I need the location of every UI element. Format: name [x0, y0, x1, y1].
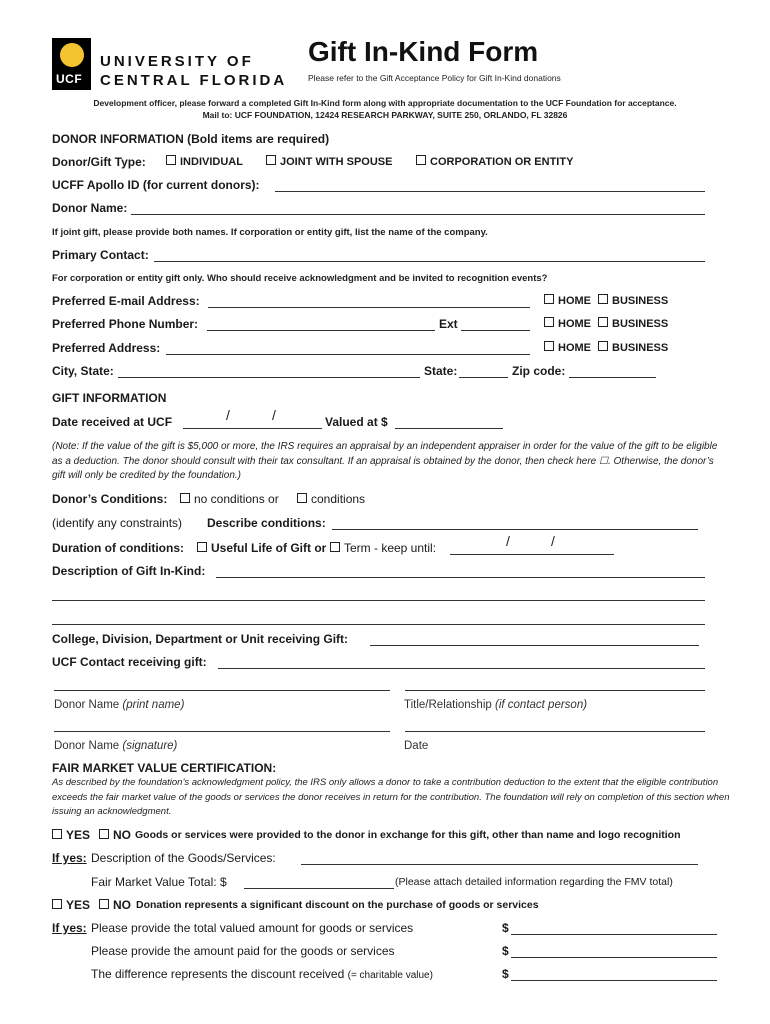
primary-contact-label: Primary Contact: [52, 248, 149, 262]
term-option[interactable]: Term - keep until: [330, 541, 436, 555]
difference-label: The difference represents the discount received (= charitable value) [91, 967, 433, 981]
term-date-field[interactable] [450, 554, 614, 555]
donor-name-field[interactable] [131, 214, 705, 215]
date-slash: / [506, 533, 510, 549]
zip-field[interactable] [569, 377, 656, 378]
form-title: Gift In-Kind Form [308, 36, 539, 67]
email-label: Preferred E-mail Address: [52, 294, 200, 308]
q1-text: Goods or services were provided to the donor in exchange for this gift, other than name and logo recognition [135, 829, 681, 841]
apollo-id-label: UCFF Apollo ID (for current donors): [52, 178, 260, 192]
print-name-field[interactable] [54, 690, 390, 691]
date-label: Date [404, 740, 429, 752]
donor-conditions-label: Donor’s Conditions: [52, 492, 168, 506]
description-field-line2[interactable] [52, 600, 705, 601]
form-subtitle: Please refer to the Gift Acceptance Policy for Gift In-Kind donations [308, 73, 561, 83]
ext-field[interactable] [461, 330, 530, 331]
date-slash: / [226, 407, 230, 423]
total-valued-field[interactable] [511, 934, 717, 935]
college-label: College, Division, Department or Unit receiving Gift: [52, 632, 349, 646]
primary-contact-field[interactable] [154, 261, 705, 262]
mail-address: Mail to: UCF FOUNDATION, 12424 RESEARCH PARKWAY, SUITE 250, ORLANDO, FL 32826 [202, 110, 568, 120]
goods-description-label: Description of the Goods/Services: [91, 851, 276, 865]
if-yes-label: If yes: [52, 921, 87, 935]
phone-home-option[interactable]: HOME [544, 317, 591, 330]
phone-business-option[interactable]: BUSINESS [598, 317, 668, 330]
state-label: State: [424, 364, 458, 378]
ucf-contact-label: UCF Contact receiving gift: [52, 655, 207, 669]
address-field[interactable] [166, 354, 530, 355]
email-business-option[interactable]: BUSINESS [598, 294, 668, 307]
description-field-line3[interactable] [52, 624, 705, 625]
amount-paid-field[interactable] [511, 957, 717, 958]
useful-life-option[interactable]: Useful Life of Gift or [197, 541, 326, 555]
fmv-note: As described by the foundation’s acknowledgment policy, the IRS only allows a donor to take a contribution deduction to the extent that the eligible contribution exceeds the fair market value of the goods or services the donor receives in return for the contribution. The foundation will rely on completion of this section when issuing an acknowledgment. [52, 777, 730, 817]
joint-option[interactable]: JOINT WITH SPOUSE [266, 155, 392, 168]
identify-constraints-label: (identify any constraints) [52, 516, 183, 530]
state-field[interactable] [459, 377, 508, 378]
fmv-total-field[interactable] [244, 888, 394, 889]
corporation-option[interactable]: CORPORATION OR ENTITY [416, 155, 573, 168]
checkbox-icon[interactable] [297, 493, 307, 503]
ucf-logo [52, 38, 91, 90]
date-slash: / [551, 533, 555, 549]
signature-label: Donor Name (signature) [54, 740, 178, 752]
date-slash: / [272, 407, 276, 423]
date-received-label: Date received at UCF [52, 415, 173, 429]
checkbox-icon[interactable] [180, 493, 190, 503]
difference-field[interactable] [511, 980, 717, 981]
checkbox-icon[interactable] [544, 294, 554, 304]
title-relationship-label: Title/Relationship (if contact person) [404, 699, 588, 711]
phone-label: Preferred Phone Number: [52, 317, 199, 331]
ext-label: Ext [439, 317, 458, 331]
dollar-sign: $ [502, 944, 509, 958]
city-label: City, State: [52, 364, 114, 378]
logo-text: UCF [56, 72, 83, 86]
duration-label: Duration of conditions: [52, 541, 184, 555]
university-name-line1: UNIVERSITY OF [100, 53, 254, 70]
checkbox-icon[interactable] [99, 899, 109, 909]
appraisal-note: (Note: If the value of the gift is $5,000 or more, the IRS requires an appraisal by an independent appraiser in order for the value of the gift to be eligible as a deduction. The donor should consult with their tax consultant. If an appraisal is obtained by the donor, then check here ☐. Otherwise, the donor’s gift will only be credited by the foundation.) [52, 441, 718, 481]
college-field[interactable] [370, 645, 699, 646]
gift-section-heading: GIFT INFORMATION [52, 391, 167, 405]
fmv-attach-note: (Please attach detailed information regarding the FMV total) [395, 876, 673, 888]
checkbox-icon[interactable] [52, 829, 62, 839]
describe-conditions-field[interactable] [332, 529, 698, 530]
checkbox-icon[interactable] [598, 294, 608, 304]
print-name-label: Donor Name (print name) [54, 699, 185, 711]
signature-field[interactable] [54, 731, 390, 732]
address-business-option[interactable]: BUSINESS [598, 341, 668, 354]
address-home-option[interactable]: HOME [544, 341, 591, 354]
checkbox-icon[interactable] [544, 341, 554, 351]
fmv-total-label: Fair Market Value Total: $ [91, 875, 227, 889]
q1-yes-option[interactable]: YES [52, 828, 90, 842]
checkbox-icon[interactable] [99, 829, 109, 839]
city-field[interactable] [118, 377, 420, 378]
dev-instructions: Development officer, please forward a completed Gift In-Kind form along with appropriate documentation to the UCF Foundation for acceptance. [93, 98, 677, 108]
goods-description-field[interactable] [301, 864, 698, 865]
ucf-contact-field[interactable] [218, 668, 705, 669]
if-yes-label: If yes: [52, 851, 87, 865]
q1-no-option[interactable]: NO [99, 828, 131, 842]
dollar-sign: $ [502, 967, 509, 981]
fmv-section-heading: FAIR MARKET VALUE CERTIFICATION: [52, 761, 277, 775]
valued-at-field[interactable] [395, 428, 503, 429]
address-label: Preferred Address: [52, 341, 161, 355]
date-received-field[interactable] [183, 428, 322, 429]
no-conditions-option[interactable]: no conditions or [180, 492, 279, 506]
zip-label: Zip code: [512, 364, 566, 378]
corporation-note: For corporation or entity gift only. Who should receive acknowledgment and be invited to recognition events? [52, 273, 548, 284]
checkbox-icon[interactable] [598, 341, 608, 351]
checkbox-icon[interactable] [598, 317, 608, 327]
checkbox-icon[interactable] [330, 542, 340, 552]
description-label: Description of Gift In-Kind: [52, 564, 206, 578]
q2-text: Donation represents a significant discount on the purchase of goods or services [136, 899, 539, 911]
title-relationship-field[interactable] [405, 690, 705, 691]
describe-conditions-label: Describe conditions: [207, 516, 326, 530]
pegasus-icon [60, 43, 84, 67]
checkbox-icon[interactable] [544, 317, 554, 327]
conditions-option[interactable]: conditions [297, 492, 365, 506]
date-field[interactable] [405, 731, 705, 732]
checkbox-icon[interactable] [166, 155, 176, 165]
donor-type-label: Donor/Gift Type: [52, 155, 146, 169]
checkbox-icon[interactable] [416, 155, 426, 165]
amount-paid-label: Please provide the amount paid for the goods or services [91, 944, 395, 958]
description-field[interactable] [216, 577, 705, 578]
valued-at-label: Valued at $ [325, 415, 388, 429]
donor-section-heading: DONOR INFORMATION (Bold items are required) [52, 132, 330, 146]
university-name-line2: CENTRAL FLORIDA [100, 72, 288, 89]
apollo-id-field[interactable] [275, 191, 705, 192]
individual-option[interactable]: INDIVIDUAL [166, 155, 243, 168]
checkbox-icon[interactable] [197, 542, 207, 552]
checkbox-icon[interactable] [52, 899, 62, 909]
email-home-option[interactable]: HOME [544, 294, 591, 307]
checkbox-icon[interactable] [266, 155, 276, 165]
q2-yes-option[interactable]: YES [52, 898, 90, 912]
phone-field[interactable] [207, 330, 435, 331]
dollar-sign: $ [502, 921, 509, 935]
q2-no-option[interactable]: NO [99, 898, 131, 912]
joint-gift-note: If joint gift, please provide both names. If corporation or entity gift, list the name of the company. [52, 227, 488, 238]
email-field[interactable] [208, 307, 530, 308]
total-valued-label: Please provide the total valued amount for goods or services [91, 921, 414, 935]
donor-name-label: Donor Name: [52, 201, 128, 215]
